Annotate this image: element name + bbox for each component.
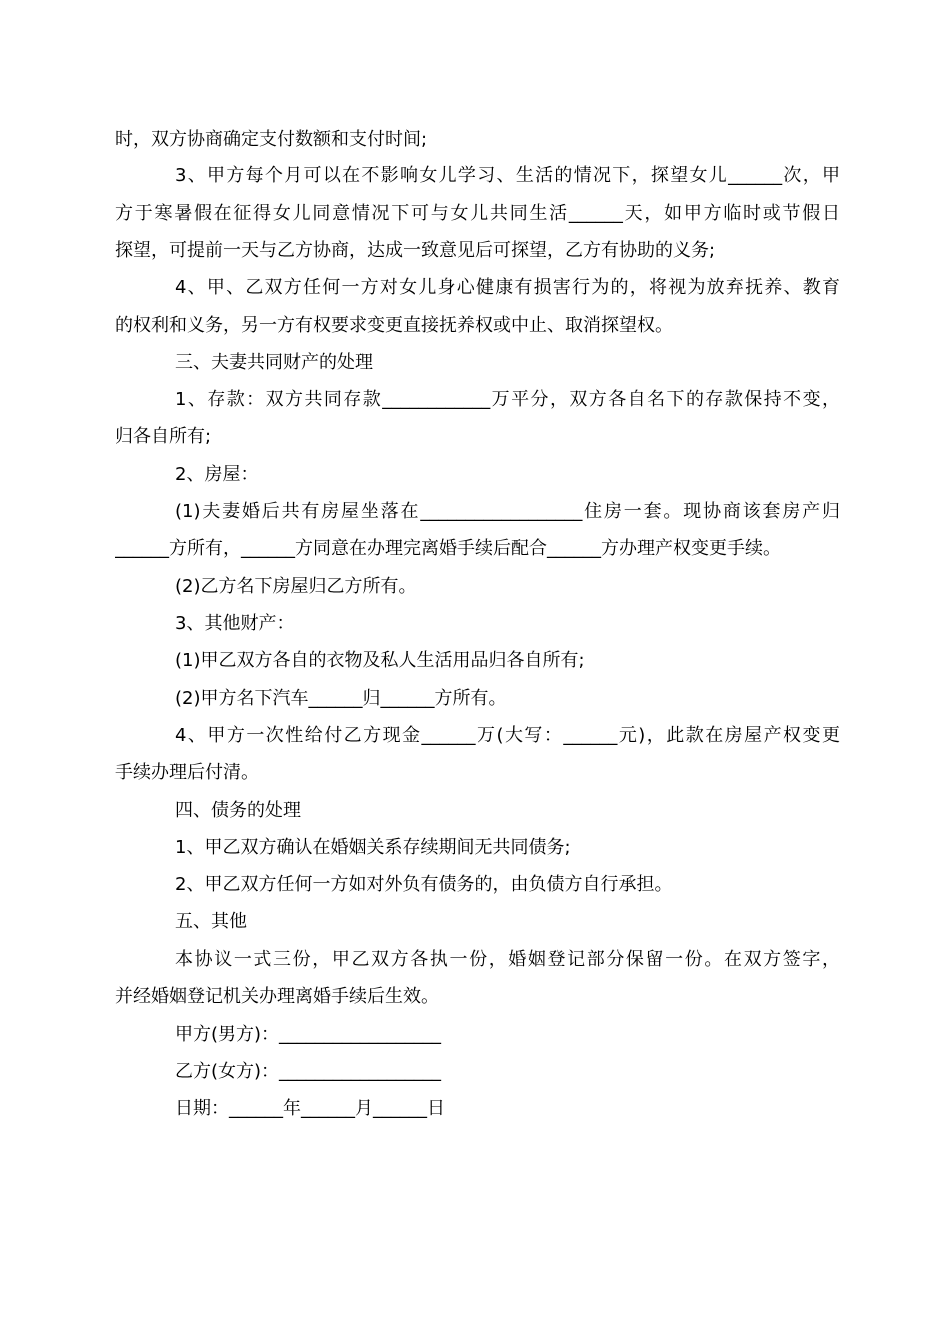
- text-line: (1)夫妻婚后共有房屋坐落在__________________住房一套。现协商该套房产归: [175, 501, 840, 522]
- signature-line-party-b: 乙方(女方)：__________________: [175, 1061, 442, 1082]
- section-heading: 四、债务的处理: [175, 800, 301, 821]
- text-line: 3、甲方每个月可以在不影响女儿学习、生活的情况下，探望女儿______次，甲: [175, 165, 840, 186]
- text-line: 2、甲乙双方任何一方如对外负有债务的，由负债方自行承担。: [175, 874, 673, 895]
- text-line: (2)甲方名下汽车______归______方所有。: [175, 688, 507, 709]
- text-line: 2、房屋：: [175, 464, 259, 485]
- text-line: 归各自所有;: [115, 426, 212, 447]
- text-line: 时，双方协商确定支付数额和支付时间;: [115, 129, 428, 150]
- text-line: 1、存款：双方共同存款____________万平分，双方各自名下的存款保持不变，: [175, 389, 840, 410]
- text-line: 4、甲方一次性给付乙方现金______万(大写：______元)，此款在房屋产权变更: [175, 725, 840, 746]
- text-line: 3、其他财产：: [175, 613, 295, 634]
- text-line: (1)甲乙双方各自的衣物及私人生活用品归各自所有;: [175, 650, 585, 671]
- signature-line-party-a: 甲方(男方)：__________________: [175, 1024, 442, 1045]
- text-line: 方于寒暑假在征得女儿同意情况下可与女儿共同生活______天，如甲方临时或节假日: [115, 203, 840, 224]
- text-line: 的权利和义务，另一方有权要求变更直接抚养权或中止、取消探望权。: [115, 315, 673, 336]
- text-line: 1、甲乙双方确认在婚姻关系存续期间无共同债务;: [175, 837, 571, 858]
- text-line: 手续办理后付清。: [115, 762, 259, 783]
- text-line: 4、甲、乙双方任何一方对女儿身心健康有损害行为的，将视为放弃抚养、教育: [175, 277, 840, 298]
- text-line: 探望，可提前一天与乙方协商，达成一致意见后可探望，乙方有协助的义务;: [115, 240, 716, 261]
- section-heading: 五、其他: [175, 911, 247, 932]
- date-line: 日期：______年______月______日: [175, 1098, 445, 1119]
- text-line: 并经婚姻登记机关办理离婚手续后生效。: [115, 986, 439, 1007]
- text-line: (2)乙方名下房屋归乙方所有。: [175, 576, 417, 597]
- section-heading: 三、夫妻共同财产的处理: [175, 352, 373, 373]
- text-line: 本协议一式三份，甲乙双方各执一份，婚姻登记部分保留一份。在双方签字，: [175, 949, 840, 970]
- text-line: ______方所有，______方同意在办理完离婚手续后配合______方办理产权变更手续。: [115, 538, 781, 559]
